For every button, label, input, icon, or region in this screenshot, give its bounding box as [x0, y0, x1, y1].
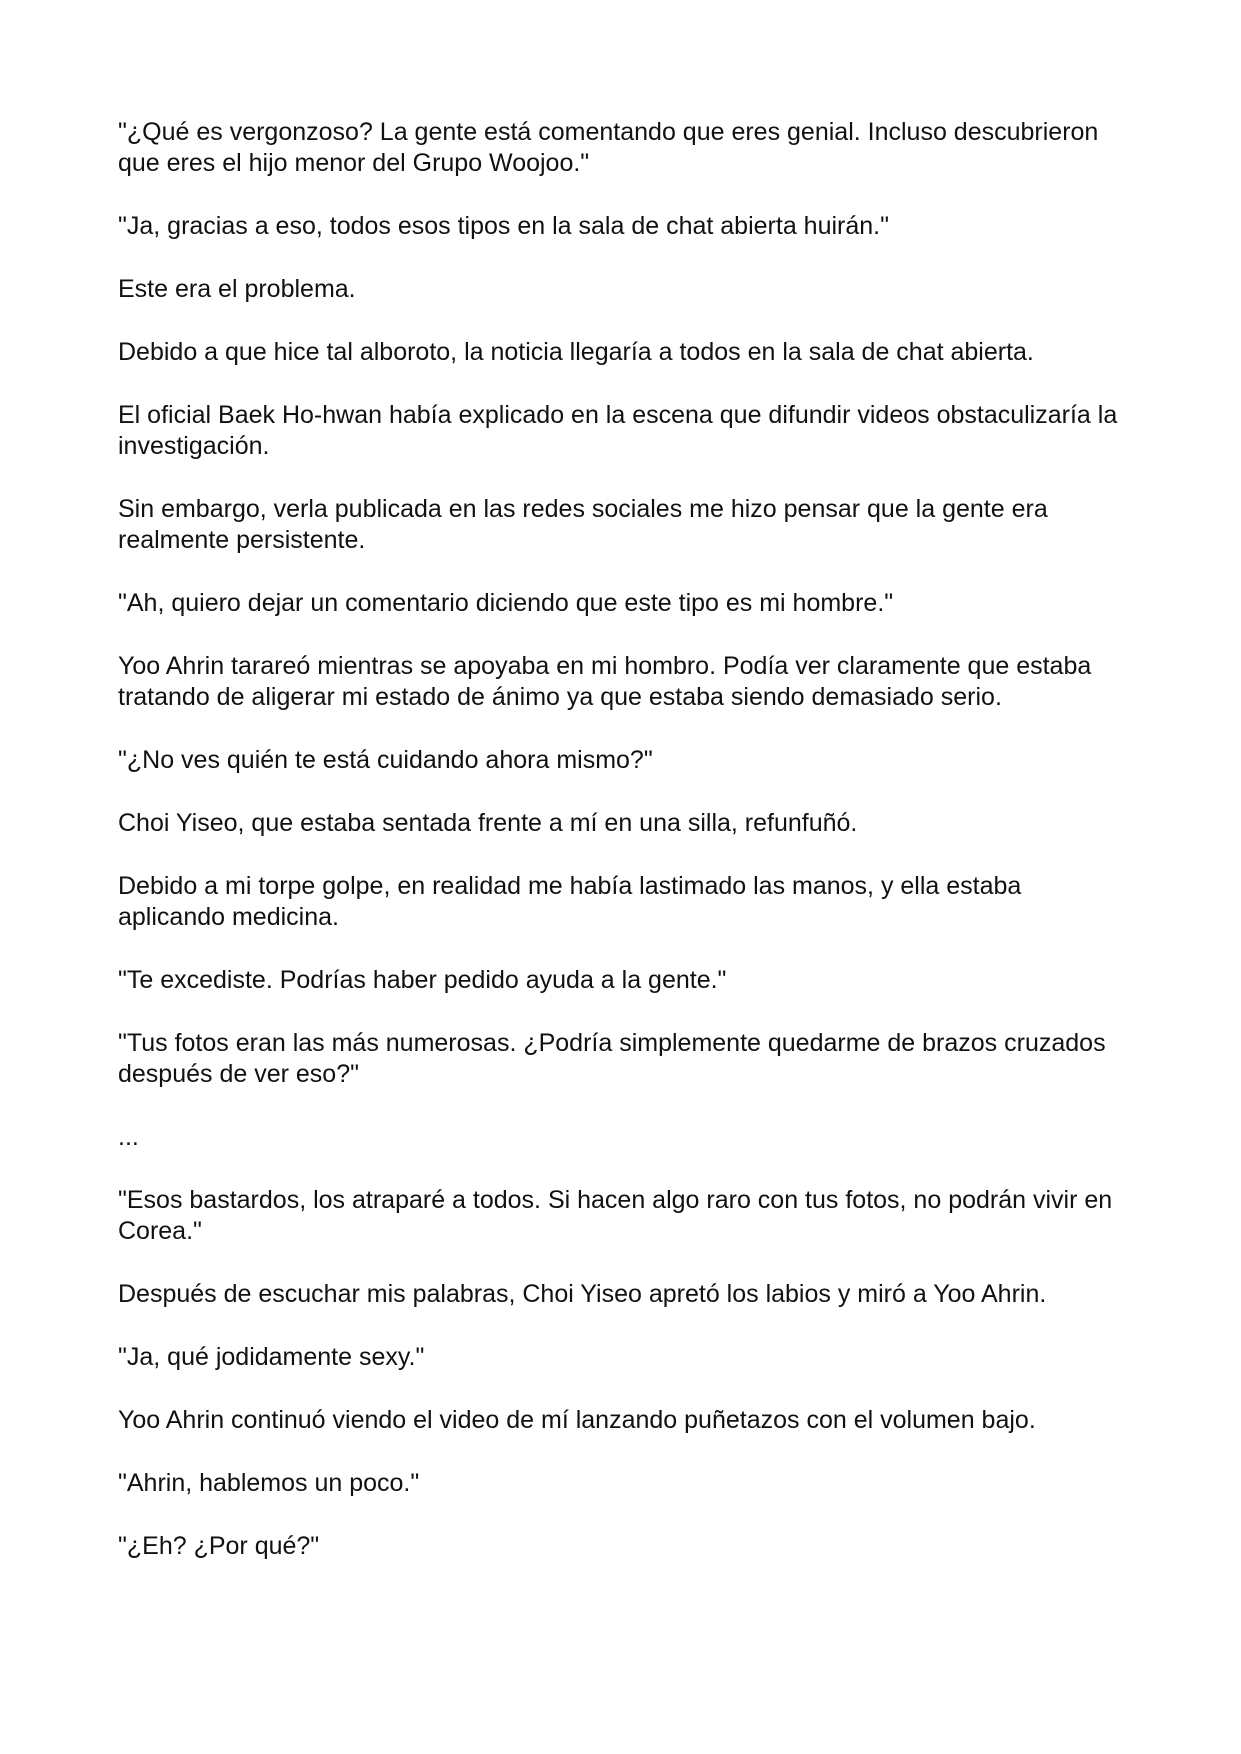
paragraph: El oficial Baek Ho-hwan había explicado en la escena que difundir videos obstaculizaría la investigación. [118, 401, 1118, 460]
paragraph: Debido a que hice tal alboroto, la noticia llegaría a todos en la sala de chat abierta. [118, 338, 1034, 366]
paragraph: Después de escuchar mis palabras, Choi Yiseo apretó los labios y miró a Yoo Ahrin. [118, 1280, 1047, 1308]
paragraph: "¿No ves quién te está cuidando ahora mismo?" [118, 746, 653, 774]
paragraph: "Esos bastardos, los atraparé a todos. Si hacen algo raro con tus fotos, no podrán vivir en Corea." [118, 1186, 1113, 1245]
paragraph: Este era el problema. [118, 275, 356, 303]
paragraph: "Ahrin, hablemos un poco." [118, 1469, 420, 1497]
document-body [118, 117, 1128, 1594]
paragraph: Yoo Ahrin tarareó mientras se apoyaba en mi hombro. Podía ver claramente que estaba tratando de aligerar mi estado de ánimo ya que estaba siendo demasiado serio. [118, 652, 1092, 711]
paragraph: "Te excediste. Podrías haber pedido ayuda a la gente." [118, 966, 727, 994]
paragraph: "Ah, quiero dejar un comentario diciendo que este tipo es mi hombre." [118, 589, 894, 617]
paragraph: "¿Eh? ¿Por qué?" [118, 1532, 320, 1560]
paragraph: Choi Yiseo, que estaba sentada frente a mí en una silla, refunfuñó. [118, 809, 858, 837]
paragraph: Yoo Ahrin continuó viendo el video de mí lanzando puñetazos con el volumen bajo. [118, 1406, 1036, 1434]
paragraph: "Ja, gracias a eso, todos esos tipos en la sala de chat abierta huirán." [118, 212, 889, 240]
paragraph: ... [118, 1123, 139, 1151]
paragraph: "¿Qué es vergonzoso? La gente está comentando que eres genial. Incluso descubrieron que eres el hijo menor del Grupo Woojoo." [118, 118, 1099, 177]
paragraph: Debido a mi torpe golpe, en realidad me había lastimado las manos, y ella estaba aplicando medicina. [118, 872, 1022, 931]
paragraph: "Tus fotos eran las más numerosas. ¿Podría simplemente quedarme de brazos cruzados después de ver eso?" [118, 1029, 1106, 1088]
paragraph: Sin embargo, verla publicada en las redes sociales me hizo pensar que la gente era realmente persistente. [118, 495, 1048, 554]
paragraph: "Ja, qué jodidamente sexy." [118, 1343, 425, 1371]
